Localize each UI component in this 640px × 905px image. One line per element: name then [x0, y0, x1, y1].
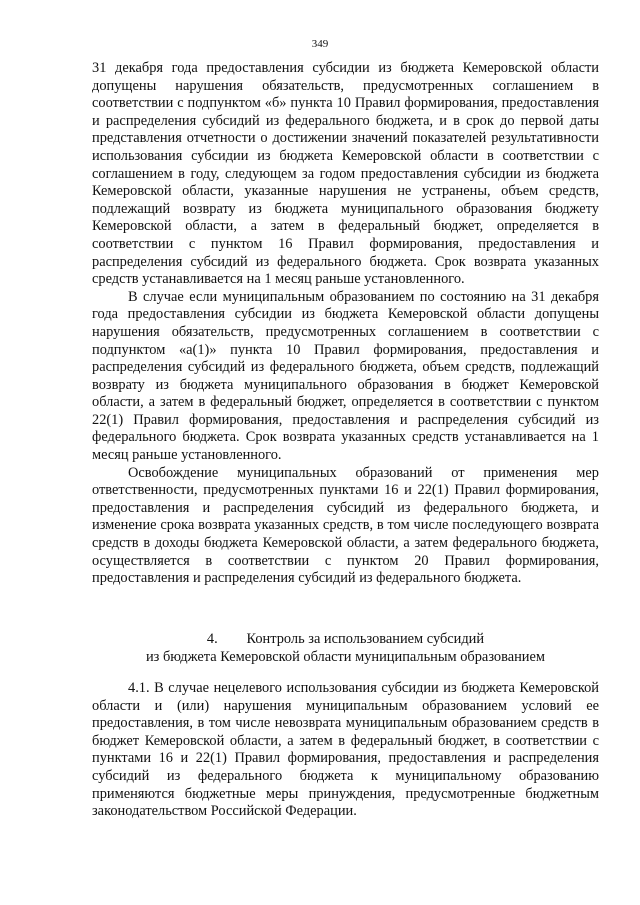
paragraph-continuation: 31 декабря года предоставления субсидии из бюджета Кемеровской области допущены нарушения обязательств, предусмотренных соглашением в соответствии с подпунктом «б» пункта 10 Правил формирования, предоставления и распределения субсидий из федерального бюджета, и в срок до первой даты представления отчетности о достижении значений показателей результативности использования субсидии из бюджета Кемеровской области в соответствии с соглашением в году, следующем за годом предоставления субсидии из бюджета Кемеровской области, указанные нарушения не устранены, объем средств, подлежащий возврату из бюджета муниципального образования бюджету Кемеровской области, а затем в федеральный бюджет, определяется в соответствии с пунктом 16 Правил формирования, предоставления и распределения субсидий из федерального бюджета. Срок возврата указанных средств устанавливается на 1 месяц раньше установленного.: [92, 60, 599, 288]
section-number: 4.: [206, 631, 218, 647]
section-body: [92, 680, 599, 821]
section-heading: [92, 630, 599, 666]
page-number: 349: [311, 38, 329, 50]
paragraph-exemption: Освобождение муниципальных образований от применения мер ответственности, предусмотренных пунктами 16 и 22(1) Правил формирования, предоставления и распределения субсидий из федерального бюджета, и изменение срока возврата указанных средств, в том числе последующего возврата средств в доходы бюджета Кемеровской области, а затем федерального бюджета, осуществляется в соответствии с пунктом 20 Правил формирования, предоставления и распределения субсидий из федерального бюджета.: [92, 464, 599, 587]
section-title-line2: из бюджета Кемеровской области муниципальным образованием: [145, 649, 546, 665]
body-text: [92, 60, 599, 588]
paragraph-a1-violation: В случае если муниципальным образованием по состоянию на 31 декабря года предоставления субсидии из бюджета Кемеровской области допущены нарушения обязательств, предусмотренных соглашением в соответствии с подпунктом «а(1)» пункта 10 Правил формирования, предоставления и распределения субсидий из федерального бюджета, объем средств, подлежащий возврату из бюджета муниципального образования в бюджет Кемеровской области, а затем в федеральный бюджет, определяется в соответствии с пунктом 22(1) Правил формирования, предоставления и распределения субсидий из федерального бюджета. Срок возврата указанных средств устанавливается на 1 месяц раньше установленного.: [92, 288, 599, 464]
paragraph-4-1: 4.1. В случае нецелевого использования субсидии из бюджета Кемеровской области и (или) нарушения муниципальным образованием условий ее предоставления, в том числе невозврата муниципальным образованием средств в бюджет Кемеровской области, а затем в федеральный бюджет, в соответствии с пунктами 16 и 22(1) Правил формирования, предоставления и распределения субсидий из федерального бюджета к муниципальному образованию применяются бюджетные меры принуждения, предусмотренные бюджетным законодательством Российской Федерации.: [92, 680, 599, 820]
section-heading-line1: [92, 630, 599, 648]
section-title-line1: Контроль за использованием субсидий: [246, 631, 485, 647]
